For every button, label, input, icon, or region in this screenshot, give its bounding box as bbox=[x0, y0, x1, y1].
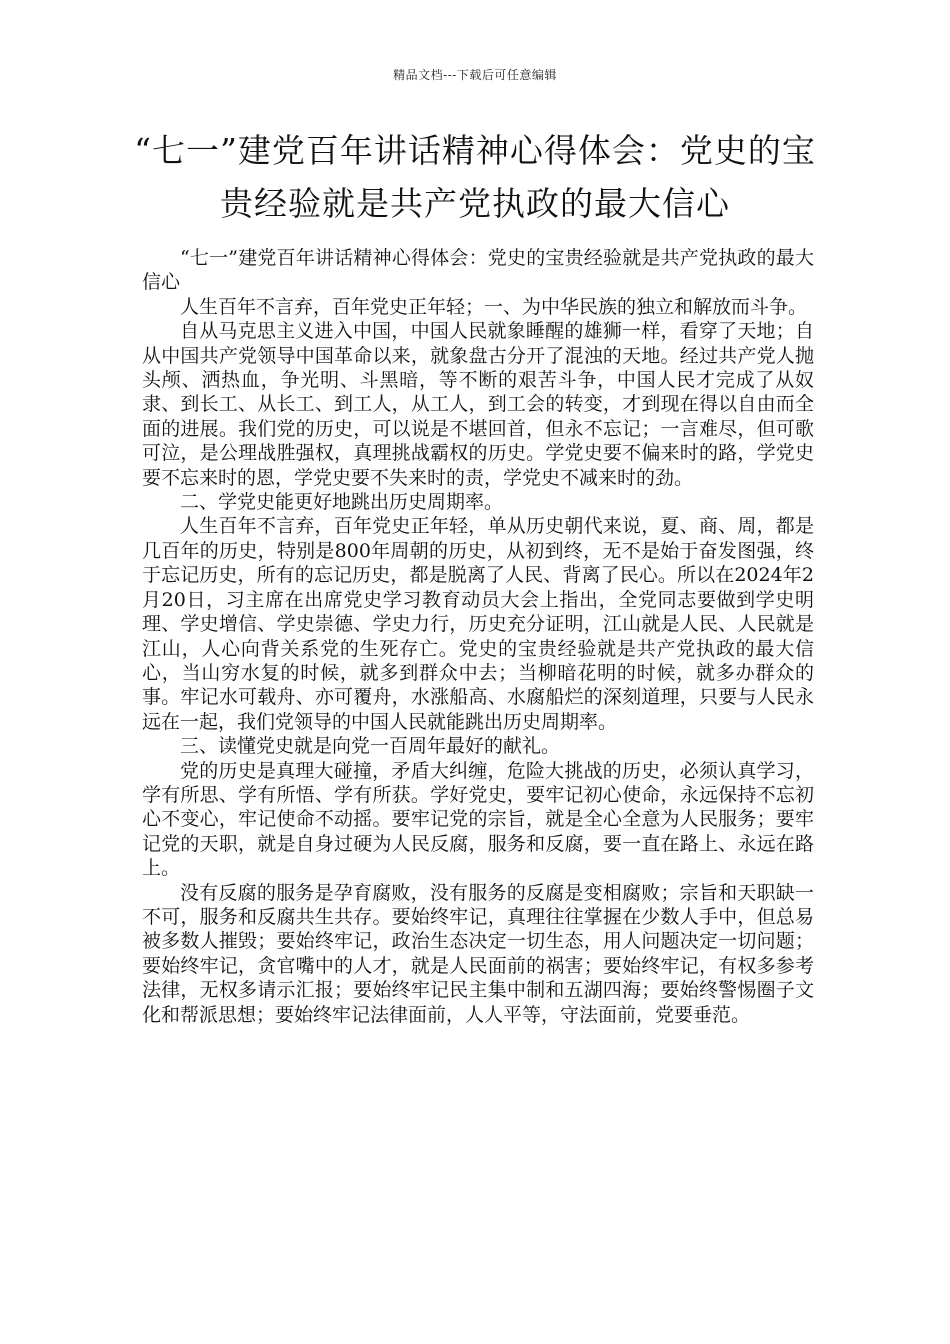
paragraph: 党的历史是真理大碰撞，矛盾大纠缠，危险大挑战的历史，必须认真学习，学有所思、学有所悟、学有所获。学好党史，要牢记初心使命，永远保持不忘初心不变心，牢记使命不动摇。要牢记党的宗旨，就是全心全意为人民服务；要牢记党的天职，就是自身过硬为人民反腐，服务和反腐，要一直在路上、永远在路上。 bbox=[142, 759, 814, 880]
document-body bbox=[142, 246, 814, 1027]
document-title: “七一”建党百年讲话精神心得体会：党史的宝贵经验就是共产党执政的最大信心 bbox=[134, 131, 816, 223]
paragraph: 没有反腐的服务是孕育腐败，没有服务的反腐是变相腐败；宗旨和天职缺一不可，服务和反腐共生共存。要始终牢记，真理往往掌握在少数人手中，但总易被多数人摧毁；要始终牢记，政治生态决定一切生态，用人问题决定一切问题；要始终牢记，贪官嘴中的人才，就是人民面前的祸害；要始终牢记，有权多参考法律，无权多请示汇报；要始终牢记民主集中制和五湖四海；要始终警惕圈子文化和帮派思想；要始终牢记法律面前，人人平等，守法面前，党要垂范。 bbox=[142, 881, 814, 1026]
paragraph: 自从马克思主义进入中国，中国人民就象睡醒的雄狮一样，看穿了天地；自从中国共产党领导中国革命以来，就象盘古分开了混浊的天地。经过共产党人抛头颅、洒热血，争光明、斗黑暗，等不断的艰苦斗争，中国人民才完成了从奴隶、到长工、从长工、到工人，从工人，到工会的转变，才到现在得以自由而全面的进展。我们党的历史，可以说是不堪回首，但永不忘记；一言难尽，但可歌可泣，是公理战胜强权，真理挑战霸权的历史。学党史要不偏来时的路，学党史要不忘来时的恩，学党史要不失来时的责，学党史不减来时的劲。 bbox=[142, 320, 814, 489]
paragraph-section-3-heading: 三、读懂党史就是向党一百周年最好的献礼。 bbox=[180, 735, 561, 758]
header-note: 精品文档---下载后可任意编辑 bbox=[393, 68, 557, 82]
paragraph: 人生百年不言弃，百年党史正年轻，单从历史朝代来说，夏、商、周，都是几百年的历史，特别是800年周朝的历史，从初到终，无不是始于奋发图强，终于忘记历史，所有的忘记历史，都是脱离了人民、背离了民心。所以在2024年2月20日，习主席在出席党史学习教育动员大会上指出，全党同志要做到学史明理、学史增信、学史崇德、学史力行，历史充分证明，江山就是人民、人民就是江山，人心向背关系党的生死存亡。党史的宝贵经验就是共产党执政的最大信心，当山穷水复的时候，就多到群众中去；当柳暗花明的时候，就多办群众的事。牢记水可载舟、亦可覆舟，水涨船高、水腐船烂的深刻道理，只要与人民永远在一起，我们党领导的中国人民就能跳出历史周期率。 bbox=[142, 515, 814, 733]
paragraph-section-1-heading: 人生百年不言弃，百年党史正年轻；一、为中华民族的独立和解放而斗争。 bbox=[180, 295, 808, 318]
paragraph-intro: “七一”建党百年讲话精神心得体会：党史的宝贵经验就是共产党执政的最大信心 bbox=[142, 247, 814, 294]
paragraph-section-2-heading: 二、学党史能更好地跳出历史周期率。 bbox=[180, 491, 504, 514]
